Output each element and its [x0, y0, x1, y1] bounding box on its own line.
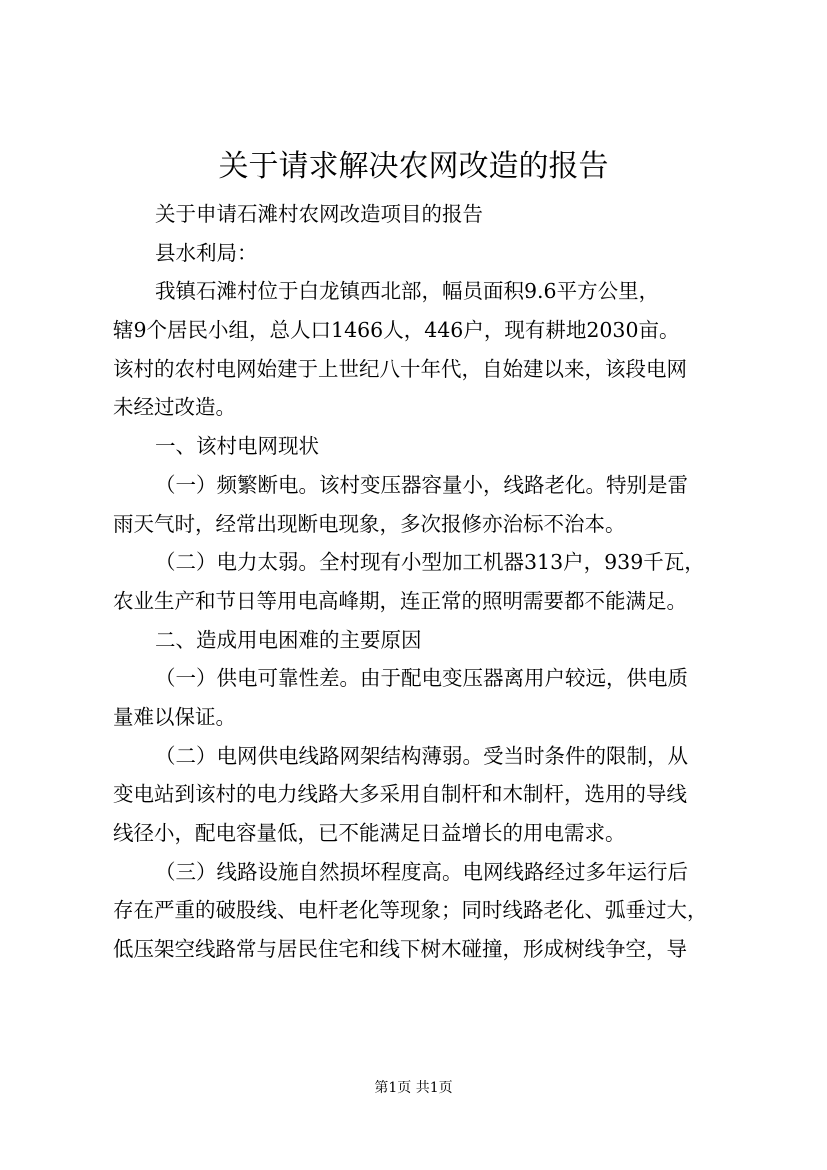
body-line: 雨天气时，经常出现断电现象，多次报修亦治标不治本。: [113, 511, 626, 536]
body-line: 低压架空线路常与居民住宅和线下树木碰撞，形成树线争空，导: [113, 937, 687, 962]
body-line: 变电站到该村的电力线路大多采用自制杆和木制杆，选用的导线: [113, 782, 687, 807]
body-line: 二、造成用电困难的主要原因: [155, 627, 422, 652]
body-line: 辖9个居民小组，总人口1466人，446户，现有耕地2030亩。: [113, 318, 680, 343]
body-line: （三）线路设施自然损坏程度高。电网线路经过多年运行后: [155, 859, 688, 884]
body-line: （二）电力太弱。全村现有小型加工机器313户，939千瓦，: [155, 550, 705, 575]
document-body: [113, 195, 743, 969]
body-line: 县水利局：: [155, 240, 258, 265]
page-footer: 第1页 共1页: [374, 1080, 453, 1096]
body-line: 存在严重的破股线、电杆老化等现象；同时线路老化、弧垂过大，: [113, 898, 708, 923]
body-line: 关于申请石滩村农网改造项目的报告: [155, 202, 483, 226]
body-line: 一、该村电网现状: [155, 434, 319, 459]
body-line: （二）电网供电线路网架结构薄弱。受当时条件的限制，从: [155, 743, 688, 768]
body-line: 该村的农村电网始建于上世纪八十年代，自始建以来，该段电网: [113, 356, 687, 381]
document-title: 关于请求解决农网改造的报告: [218, 149, 609, 184]
body-line: （一）频繁断电。该村变压器容量小，线路老化。特别是雷: [155, 472, 688, 497]
body-line: 未经过改造。: [113, 395, 236, 420]
body-line: 线径小，配电容量低，已不能满足日益增长的用电需求。: [113, 821, 626, 845]
body-line: 我镇石滩村位于白龙镇西北部，幅员面积9.6平方公里，: [155, 279, 660, 304]
body-line: 农业生产和节日等用电高峰期，连正常的照明需要都不能满足。: [113, 588, 687, 613]
body-line: （一）供电可靠性差。由于配电变压器离用户较远，供电质: [155, 666, 688, 691]
body-line: 量难以保证。: [113, 704, 236, 729]
